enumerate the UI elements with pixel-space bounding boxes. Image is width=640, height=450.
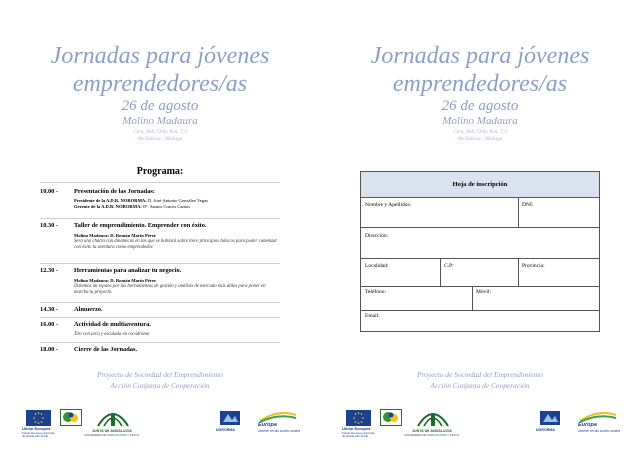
divider [40, 263, 280, 264]
postal-code-field[interactable]: C.P: [444, 263, 454, 269]
mobile-field[interactable]: Móvil: [476, 289, 491, 295]
sponsor-logos: Unión Europea Fondo Europeo Agrícola de Desarrollo Rural JUNTA DE ANDALUCIA CONSEJERÍA DE AGRICULTURA Y PESCA NORORMA Europa invierte en las zonas rurales [320, 406, 640, 442]
divider [40, 317, 280, 318]
program-item: 18.00 - Cierre de las Jornadas. [40, 346, 138, 353]
address-field[interactable]: Dirección: [365, 233, 389, 239]
event-place: Molino Madaura [122, 115, 198, 127]
province-field[interactable]: Provincia: [522, 263, 545, 269]
sponsor-logos: Unión Europea Fondo Europeo Agrícola de Desarrollo Rural JUNTA DE ANDALUCIA CONSEJERÍA DE AGRICULTURA Y PESCA NORORMA Europa invierte en las zonas rurales [0, 406, 320, 442]
name-field[interactable]: Nombre y Apellidos: [365, 202, 412, 208]
program-item: 16.00 - Actividad de multiaventura. Tiro con arco y escalada en rocódromo [40, 321, 151, 337]
program-item: 12.30 - Herramientas para analizar tu negocio. Molino Madaura: D. Román Marín Pérez Daremos un repaso por las herramientas de gestión y análisis de mercado más útiles para poner en marcha tu proyecto. [40, 267, 266, 295]
town-field[interactable]: Localidad: [365, 263, 389, 269]
leader-logo-icon [60, 409, 82, 426]
divider [40, 182, 280, 183]
phone-field[interactable]: Teléfono: [365, 289, 386, 295]
nororma-logo-icon [540, 410, 560, 429]
leader-logo-icon [380, 409, 402, 426]
divider [40, 218, 280, 219]
form-col-divider [518, 258, 519, 286]
event-date: 26 de agosto [441, 98, 519, 114]
project-footer: Proyecto de Sociedad del Emprendimiento Acción Conjunta de Cooperación [97, 370, 223, 390]
form-row-divider [361, 310, 599, 311]
event-address: Ctra. MA-7206, Km. 7,3 Archidona - Málaga [133, 129, 187, 142]
nororma-logo-icon [220, 410, 240, 429]
eu-flag-icon [346, 410, 371, 426]
project-footer: Proyecto de Sociedad del Emprendimiento Acción Conjunta de Cooperación [417, 370, 543, 390]
divider [40, 302, 280, 303]
event-title: Jornadas para jóvenes emprendedores/as [370, 43, 590, 97]
event-title: Jornadas para jóvenes emprendedores/as [50, 43, 270, 97]
program-title: Programa: [136, 166, 184, 177]
form-header: Hoja de inscripción [361, 172, 599, 198]
form-col-divider [440, 258, 441, 286]
event-place: Molino Madaura [442, 115, 518, 127]
registration-form [360, 171, 600, 332]
email-field[interactable]: Email: [365, 313, 380, 319]
program-item: 14.30 - Almuerzo. [40, 306, 103, 313]
program-item: 10.00 - Presentación de las Jornadas: Presidente de la A.D.R. NORORMA: D. José Antonio González Vegas Gerente de la A.D.R. NORORMA: Dª. Santos Cruces Cantos [40, 188, 208, 209]
form-row-divider [361, 286, 599, 287]
form-col-divider [518, 198, 519, 227]
eu-flag-icon [26, 410, 51, 426]
program-item: 10.30 - Taller de emprendimiento. Emprender con éxito. Molino Madaura: D. Román Marín Pérez Será una charla con dinámicas en las que se hablará sobre trece principios básicos para poder comenzar con éxito tu aventura como emprendedor. [40, 222, 278, 250]
divider [40, 342, 280, 343]
form-col-divider [472, 286, 473, 310]
dni-field[interactable]: DNI: [522, 202, 534, 208]
event-address: Ctra. MA-7206, Km. 7,3 Archidona - Málaga [453, 129, 507, 142]
form-row-divider [361, 258, 599, 259]
event-date: 26 de agosto [121, 98, 199, 114]
form-row-divider [361, 227, 599, 228]
